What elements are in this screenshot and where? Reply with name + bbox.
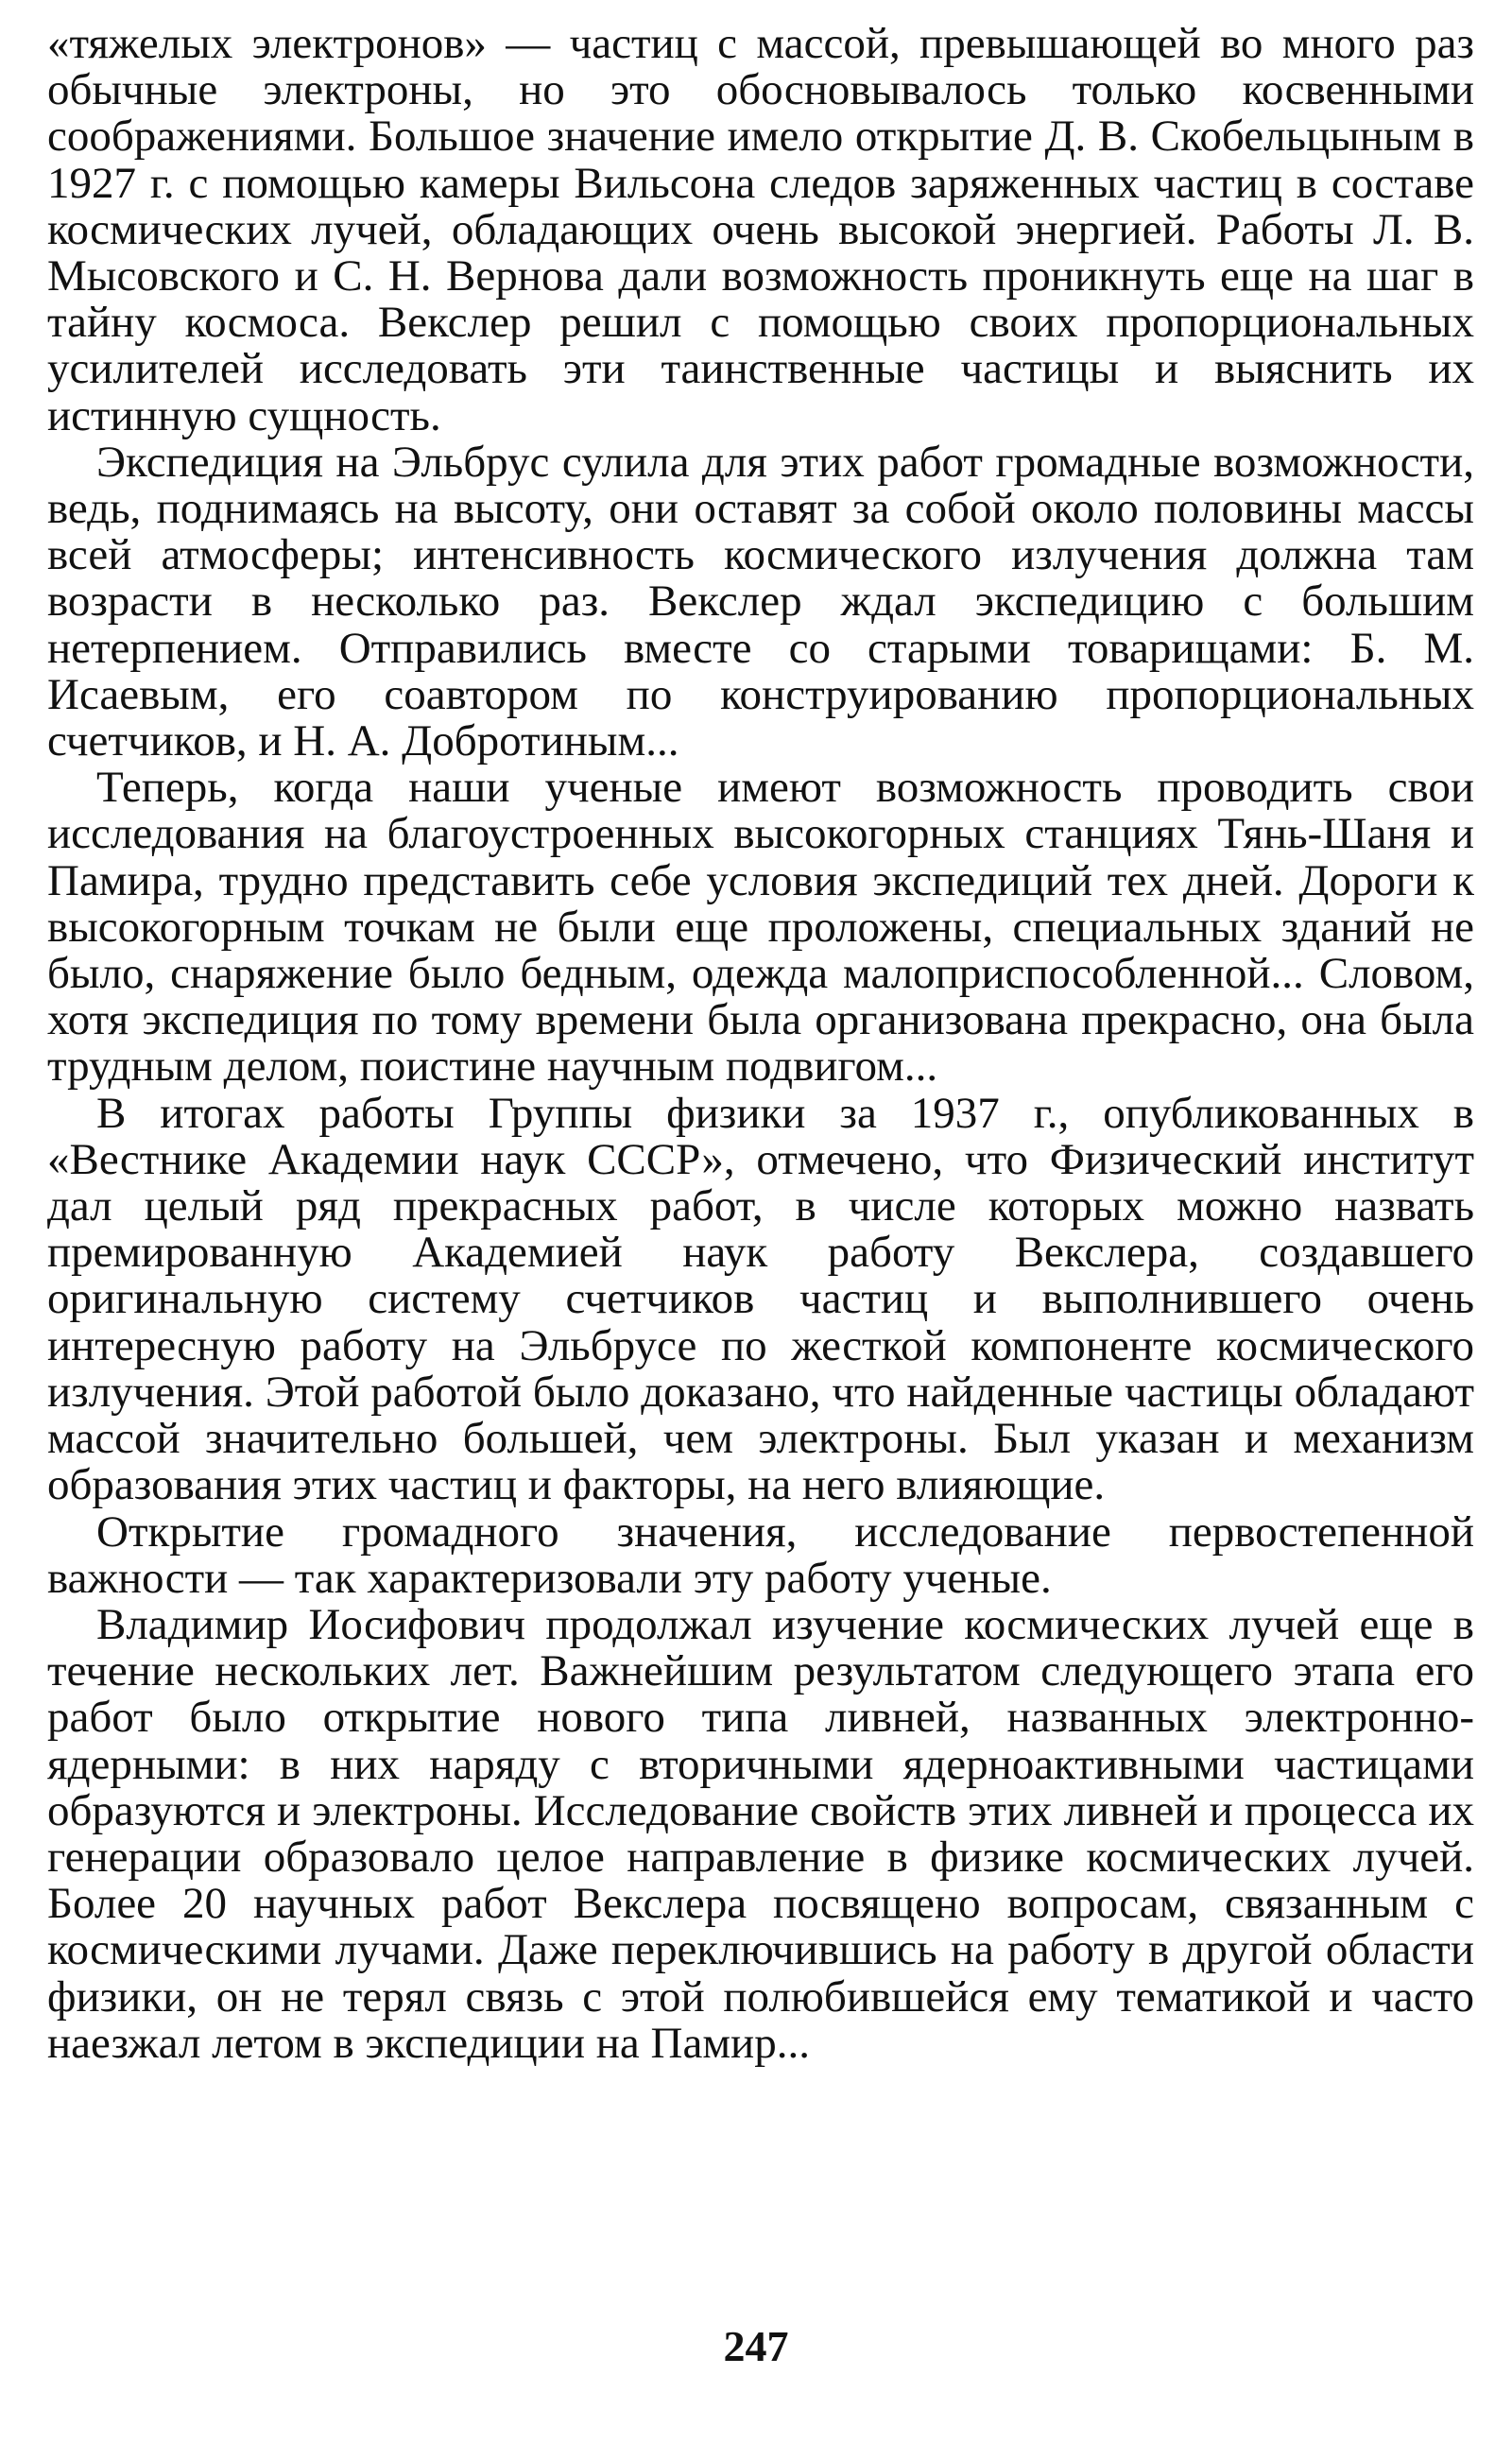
paragraph-3: Теперь, когда наши ученые имеют возможность проводить свои исследования на благоустроенных высокогорных станциях Тянь-Шаня и Памира, трудно представить себе условия экспедиций тех дней. Дороги к высокогорным точкам не были еще проложены, специальных зданий не было, снаряжение было бедным, одежда малоприспособленной... Словом, хотя экспедиция по тому времени была организована прекрасно, она была трудным делом, поистине научным подвигом... [47, 763, 1474, 1092]
paragraph-4: В итогах работы Группы физики за 1937 г., опубликованных в «Вестнике Академии наук СССР», отмечено, что Физический институт дал целый ряд прекрасных работ, в числе которых можно назвать премированную Академией наук работу Векслера, создавшего оригинальную систему счетчиков частиц и выполнившего очень интересную работу на Эльбрусе по жесткой компоненте космического излучения. Этой работой было доказано, что найденные частицы обладают массой значительно большей, чем электроны. Был указан и механизм образования этих частиц и факторы, на него влияющие. [47, 1088, 1474, 1510]
paragraph-5: Открытие громадного значения, исследование первостепенной важности — так характеризовали эту работу ученые. [47, 1506, 1474, 1603]
paragraph-2: Экспедиция на Эльбрус сулила для этих работ громадные возможности, ведь, поднимаясь на высоту, они оставят за собой около половины массы всей атмосферы; интенсивность космического излучения должна там возрасти в несколько раз. Векслер ждал экспедицию с большим нетерпением. Отправились вместе со старыми товарищами: Б. М. Исаевым, его соавтором по конструированию пропорциональных счетчиков, и Н. А. Добротиным... [47, 437, 1474, 766]
page-body [47, 21, 1474, 2067]
paragraph-1: «тяжелых электронов» — частиц с массой, превышающей во много раз обычные электроны, но это обосновывалось только косвенными соображениями. Большое значение имело открытие Д. В. Скобельцыным в 1927 г. с помощью камеры Вильсона следов заряженных частиц в составе космических лучей, обладающих очень высокой энергией. Работы Л. В. Мысовского и С. Н. Вернова дали возможность проникнуть еще на шаг в тайну космоса. Векслер решил с помощью своих пропорциональных усилителей исследовать эти таинственные частицы и выяснить их истинную сущность. [47, 19, 1474, 440]
paragraph-6: Владимир Иосифович продолжал изучение космических лучей еще в течение нескольких лет. Важнейшим результатом следующего этапа его работ было открытие нового типа ливней, названных электронно-ядерными: в них наряду с вторичными ядерноактивными частицами образуются и электроны. Исследование свойств этих ливней и процесса их генерации образовало целое направление в физике космических лучей. Более 20 научных работ Векслера посвящено вопросам, связанным с космическими лучами. Даже переключившись на работу в другой области физики, он не терял связь с этой полюбившейся ему тематикой и часто наезжал летом в экспедиции на Памир... [47, 1599, 1474, 2068]
page-number: 247 [723, 2322, 789, 2370]
